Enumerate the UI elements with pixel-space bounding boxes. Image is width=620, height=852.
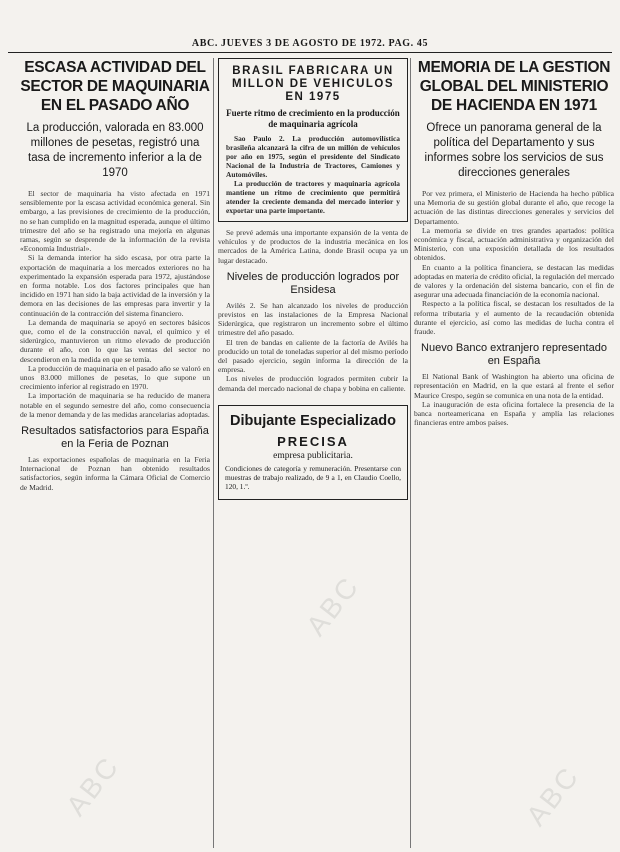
ad-title: Dibujante Especializado xyxy=(230,412,396,429)
article-body-banco xyxy=(414,372,614,427)
classified-ad xyxy=(218,405,408,500)
boxed-article-brasil xyxy=(218,58,408,222)
running-head: ABC. JUEVES 3 DE AGOSTO DE 1972. PAG. 45 xyxy=(191,38,429,49)
paragraph: Si la demanda interior ha sido escasa, por otra parte la exportación de maquinaria a los mercados exteriores no ha experimentado la expansión esperada para 1972, ajustándose en forma notable. Los dos factores principales que han incidido en 1971 han sido la baja actividad de la inversión y la demora en las decisiones de las empresas para invertir y la continuación de la contracción del sistema financiero. xyxy=(20,253,210,318)
paragraph: Los niveles de producción logrados permiten cubrir la demanda del mercado nacional de chapa y bobina en caliente. xyxy=(218,374,408,393)
paragraph: La inauguración de esta oficina fortalece la presencia de la banca norteamericana en España y amplía las relaciones financieras entre ambos países. xyxy=(414,399,614,428)
subhead-banco: Nuevo Banco extranjero representado en España xyxy=(421,342,607,368)
article-body-ensidesa xyxy=(218,301,408,393)
watermark-logo: ABC xyxy=(520,759,586,832)
column-rule-1 xyxy=(213,58,214,848)
paragraph: El tren de bandas en caliente de la factoría de Avilés ha producido un total de toneladas superior al del mismo período del pasado ejercicio, según informa la dirección de la empresa. xyxy=(218,337,408,375)
paragraph: La importación de maquinaria se ha reducido de manera notable en el segundo semestre del año, como consecuencia de la menor demanda y de las medidas arancelarias adoptadas. xyxy=(20,391,210,419)
column-middle xyxy=(218,58,408,848)
article-body-maquinaria xyxy=(20,189,210,419)
paragraph: El National Bank of Washington ha abierto una oficina de representación en Madrid, en la que estará al frente el señor Maurice Crespo, según se comunica en una nota de la entidad. xyxy=(414,372,614,400)
paragraph: Avilés 2. Se han alcanzado los niveles de producción previstos en las instalaciones de la Empresa Nacional Siderúrgica, que registraron un incremento sobre el último trimestre del año pasado. xyxy=(218,300,408,338)
article-body-brasil-cont xyxy=(218,228,408,265)
column-left xyxy=(20,58,210,848)
headline-hacienda: MEMORIA DE LA GESTION GLOBAL DEL MINISTERIO DE HACIENDA EN 1971 xyxy=(417,59,611,114)
deck-hacienda: Ofrece un panorama general de la política del Departamento y sus informes sobre los servicios de sus direcciones generales xyxy=(424,122,604,179)
ad-keyword: PRECISA xyxy=(277,433,349,449)
paragraph: La producción de maquinaria en el pasado año se valoró en unos 83.000 millones de pesetas, lo que supone un crecimiento inferior al registrado en 1970. xyxy=(20,363,210,392)
paragraph: La demanda de maquinaria se apoyó en sectores básicos que, como el de la construcción naval, el químico y el siderúrgico, mantuvieron un ritmo elevado de producción durante el año, con lo que las ventas del sector no descendieron en la medida en que se temía. xyxy=(20,317,210,364)
paragraph: Se prevé además una importante expansión de la venta de vehículos y de productos de la industria mecánica en los mercados de la América Latina, donde Brasil ocupa ya un lugar destacado. xyxy=(218,228,408,265)
paragraph: Sao Paulo 2. La producción automovilística brasileña alcanzará la cifra de un millón de vehículos por año en 1975, según el presidente del Sindicato Nacional de la Industria de Tractores, Camiones y Automóviles. xyxy=(226,134,400,179)
page-header xyxy=(8,38,612,53)
deck-maquinaria: La producción, valorada en 83.000 millones de pesetas, registró una tasa de incremento inferior a la de 1970 xyxy=(26,122,204,179)
watermark-logo: ABC xyxy=(300,569,366,642)
paragraph: La memoria se divide en tres grandes apartados: política económica y fiscal, actuación administrativa y organización del Ministerio, con una exposición detallada de los resultados obtenidos. xyxy=(414,225,614,263)
subhead-ensidesa: Niveles de producción logrados por Ensidesa xyxy=(226,270,400,296)
paragraph: Por vez primera, el Ministerio de Hacienda ha hecho pública una Memoria de su gestión global durante el año, que recoge la actuación de las distintas direcciones generales y servicios del Departamento. xyxy=(414,189,614,226)
ad-body: Condiciones de categoría y remuneración. Presentarse con muestras de trabajo realizado, de 9 a 1, en Claudio Coello, 120, 1.º. xyxy=(225,463,401,491)
paragraph: Las exportaciones españolas de maquinaria en la Feria Internacional de Poznan han obtenido resultados satisfactorios, según informa la Cámara Oficial de Comercio de Madrid. xyxy=(20,455,210,492)
article-body-brasil xyxy=(226,134,400,215)
article-body-poznan xyxy=(20,455,210,492)
article-body-hacienda xyxy=(414,189,614,336)
ad-company: empresa publicitaria. xyxy=(273,450,353,461)
paragraph: El sector de maquinaria ha visto afectada en 1971 sensiblemente por la escasa actividad económica general. Sin embargo, a las previsiones de crecimiento de la producción, no se han cumplido en la magnitud esperada, aunque el último trimestre del año se ha registrado una mejoría en algunas ramas, según se desprende de la información de la revista «Economía Industrial». xyxy=(20,189,210,254)
paragraph: La producción de tractores y maquinaria agrícola mantiene un ritmo de crecimiento que permitirá atender la creciente demanda del mercado interior y exportar una parte importante. xyxy=(226,179,400,215)
column-rule-2 xyxy=(410,58,411,848)
deck-brasil: Fuerte ritmo de crecimiento en la producción de maquinaria agrícola xyxy=(226,108,400,129)
paragraph: En cuanto a la política financiera, se destacan las medidas adoptadas en materia de crédito oficial, la regulación del mercado de valores y la ordenación del sistema bancario, con el fin de asegurar una adecuada financiación de la economía nacional. xyxy=(414,262,614,300)
column-right xyxy=(414,58,614,848)
headline-brasil: BRASIL FABRICARA UN MILLON DE VEHICULOS EN 1975 xyxy=(231,65,395,103)
headline-maquinaria: ESCASA ACTIVIDAD DEL SECTOR DE MAQUINARIA EN EL PASADO AÑO xyxy=(20,59,210,114)
paragraph: Respecto a la política fiscal, se destacan los resultados de la reforma tributaria y el aumento de la recaudación obtenida durante el ejercicio, así como las medidas de lucha contra el fraude. xyxy=(414,299,614,337)
watermark-logo: ABC xyxy=(60,749,126,822)
subhead-poznan: Resultados satisfactorios para España en la Feria de Poznan xyxy=(21,425,209,451)
